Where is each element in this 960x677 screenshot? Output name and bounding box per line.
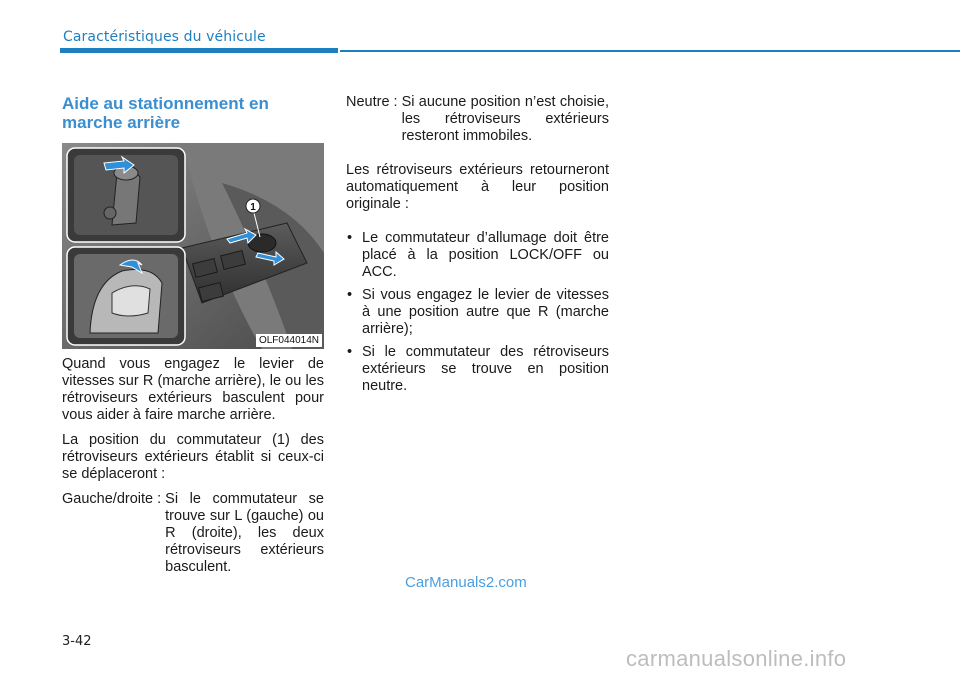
header-rule-thick — [60, 48, 338, 53]
footer-watermark: carmanualsonline.info — [626, 646, 847, 671]
paragraph: Quand vous engagez le levier de vitesses sur R (marche arrière), le ou les rétroviseurs extérieurs basculent pour vous aider à faire marche arrière. — [62, 356, 324, 423]
section-title: Aide au stationnement en marche arrière — [62, 94, 269, 132]
callout-number: 1 — [250, 202, 256, 213]
illustration-drawing — [62, 143, 324, 349]
figure-code: OLF044014N — [256, 334, 322, 347]
definition-term: Neutre : — [346, 94, 398, 110]
definition-neutral — [346, 94, 609, 145]
paragraph: Les rétroviseurs extérieurs retourneront automatiquement à leur position originale : — [346, 162, 609, 212]
definition-text: Si aucune position n’est choisie, les rétroviseurs extérieurs resteront immobiles. — [401, 94, 609, 144]
definition-term: Gauche/droite : — [62, 491, 162, 507]
list-item: • Si le commutateur des rétroviseurs extérieurs se trouve en position neutre. — [346, 344, 609, 395]
bullet-list — [346, 230, 609, 395]
page-number: 3-42 — [62, 634, 92, 649]
chapter-title: Caractéristiques du véhicule — [63, 29, 266, 45]
list-item: • Si vous engagez le levier de vitesses à une position autre que R (marche arrière); — [346, 287, 609, 338]
right-column — [346, 94, 609, 401]
list-item: • Le commutateur d’allumage doit être placé à la position LOCK/OFF ou ACC. — [346, 230, 609, 281]
paragraph: La position du commutateur (1) des rétroviseurs extérieurs établit si ceux-ci se déplaceront : — [62, 432, 324, 482]
header-rule-thin — [340, 50, 960, 52]
watermark-link[interactable]: CarManuals2.com — [405, 574, 527, 591]
illustration-mirror-switch — [62, 143, 324, 349]
definition-left-right — [62, 491, 324, 576]
left-column — [62, 356, 324, 576]
definition-text: Si le commutateur se trouve sur L (gauche) ou R (droite), les deux rétroviseurs extérieurs basculent. — [165, 491, 324, 575]
